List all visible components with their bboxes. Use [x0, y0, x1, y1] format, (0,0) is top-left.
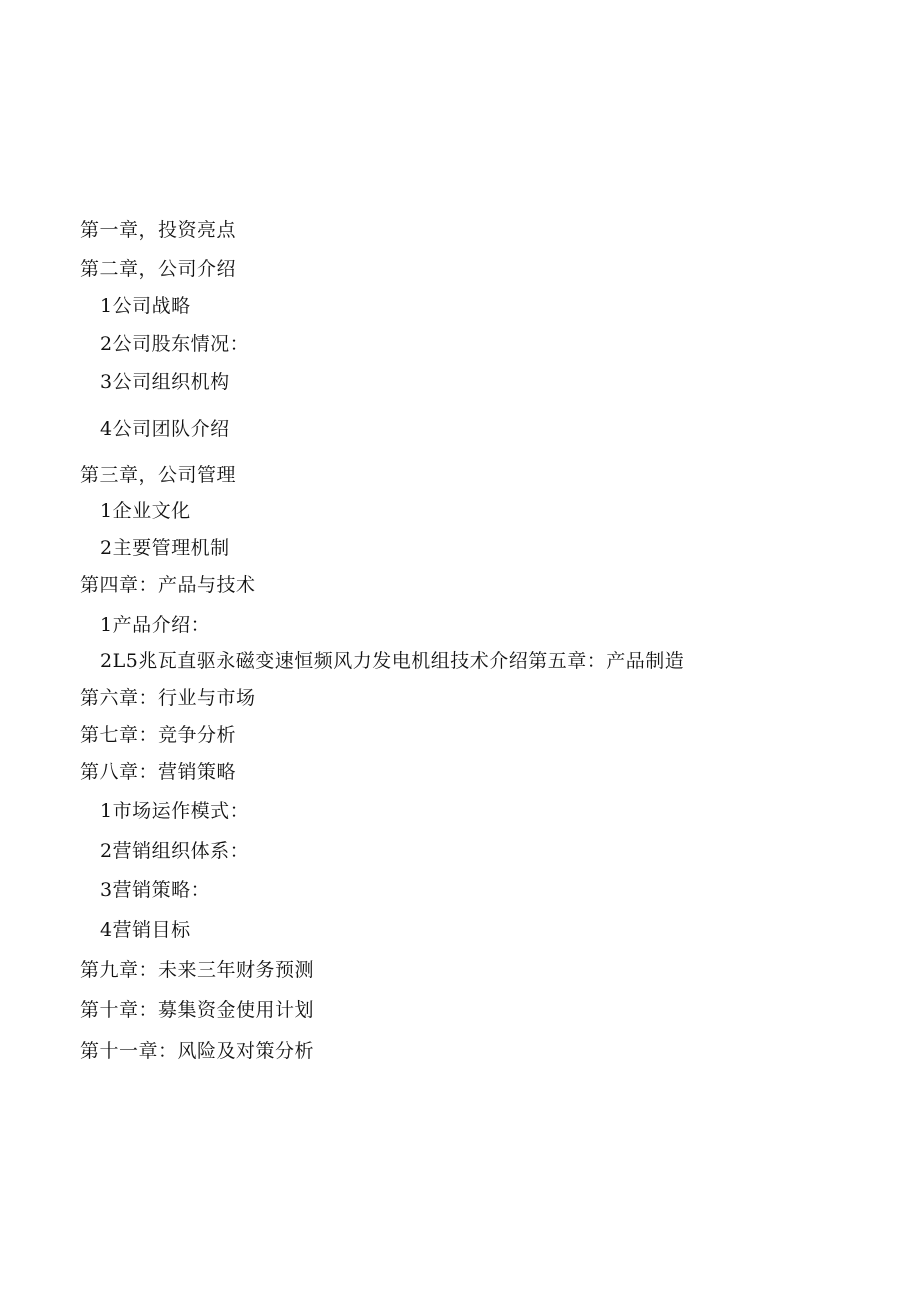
toc-chapter-1: 第一章，投资亮点	[80, 219, 237, 241]
toc-section-4-2: 2L5兆瓦直驱永磁变速恒频风力发电机组技术介绍第五章：产品制造	[100, 650, 685, 672]
toc-chapter-9: 第九章：未来三年财务预测	[80, 959, 315, 981]
toc-section-2-3: 3公司组织机构	[100, 371, 230, 393]
toc-chapter-2: 第二章，公司介绍	[80, 258, 237, 280]
toc-section-3-1: 1企业文化	[100, 500, 191, 522]
toc-section-2-4: 4公司团队介绍	[100, 418, 230, 440]
toc-chapter-3: 第三章，公司管理	[80, 464, 237, 486]
toc-chapter-6: 第六章：行业与市场	[80, 687, 256, 709]
toc-section-8-1: 1市场运作模式：	[100, 800, 250, 822]
toc-chapter-8: 第八章：营销策略	[80, 761, 237, 783]
toc-chapter-7: 第七章：竞争分析	[80, 724, 237, 746]
toc-chapter-4: 第四章：产品与技术	[80, 574, 256, 596]
toc-section-4-1: 1产品介绍：	[100, 614, 211, 636]
toc-section-8-3: 3营销策略：	[100, 879, 211, 901]
toc-section-2-1: 1公司战略	[100, 295, 191, 317]
toc-chapter-10: 第十章：募集资金使用计划	[80, 999, 315, 1021]
toc-section-2-2: 2公司股东情况：	[100, 333, 250, 355]
toc-chapter-11: 第十一章：风险及对策分析	[80, 1040, 315, 1062]
toc-section-3-2: 2主要管理机制	[100, 537, 230, 559]
toc-section-8-4: 4营销目标	[100, 919, 191, 941]
toc-section-8-2: 2营销组织体系：	[100, 840, 250, 862]
